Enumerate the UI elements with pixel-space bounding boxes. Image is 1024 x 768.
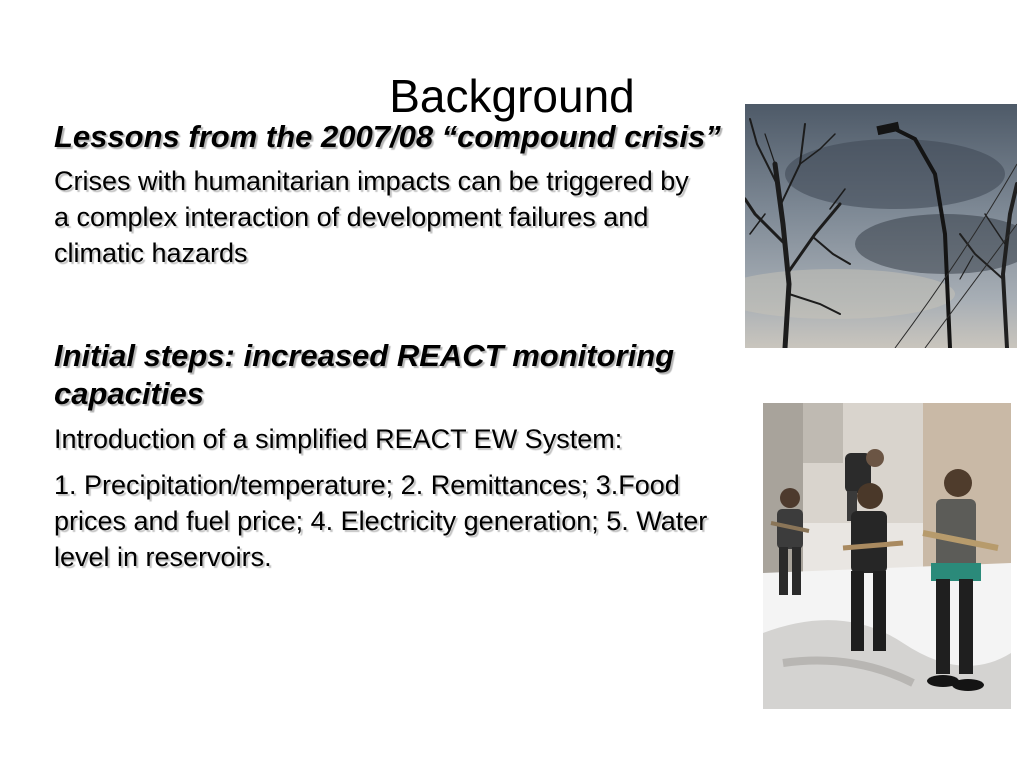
children-image (763, 403, 1011, 709)
section-body-indicators: 1. Precipitation/temperature; 2. Remittances; 3.Food prices and fuel price; 4. Electricity generation; 5. Water level in reservoirs. (54, 470, 708, 572)
section-heading-initial-steps: Initial steps: increased REACT monitoring capacities (54, 338, 675, 411)
section-body-crises: Crises with humanitarian impacts can be triggered by a complex interaction of development failures and climatic hazards (54, 166, 689, 268)
section-body-introduction: Introduction of a simplified REACT EW System: (54, 424, 623, 454)
slide-title: Background (389, 70, 635, 122)
street-lamp-image (745, 104, 1017, 348)
slide-content (54, 118, 744, 575)
section-heading-lessons: Lessons from the 2007/08 “compound crisis” (54, 119, 721, 154)
photo-street-lamp-sky (745, 104, 1017, 348)
photo-children-snow (763, 403, 1011, 709)
